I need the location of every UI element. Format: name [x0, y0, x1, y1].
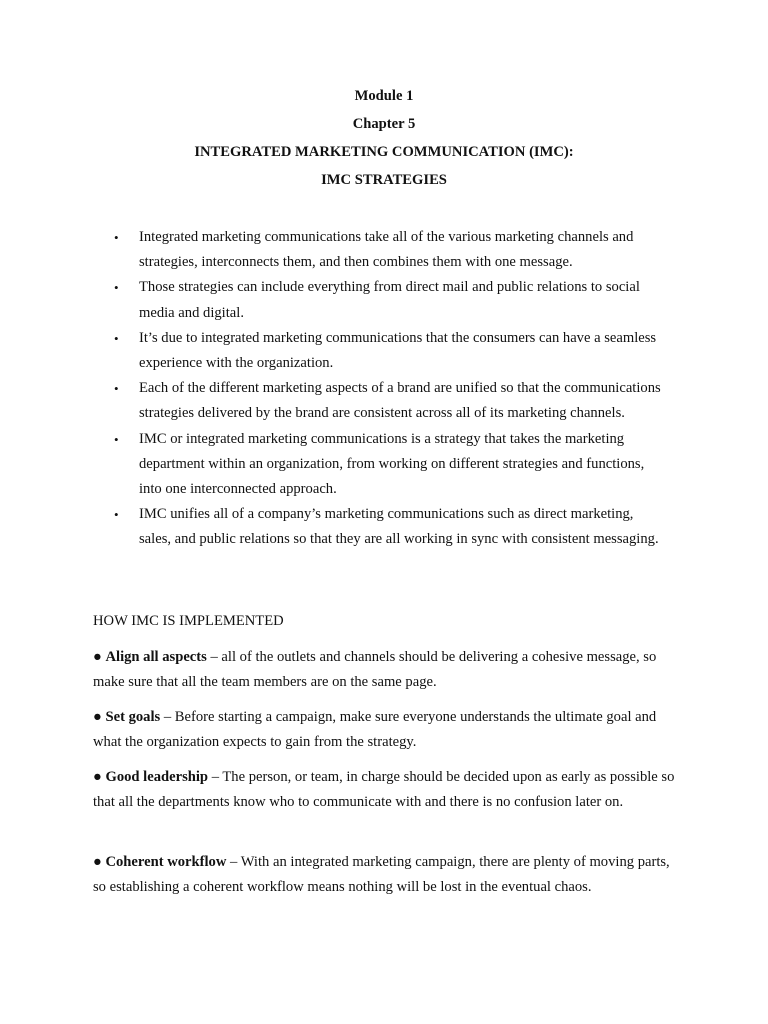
paragraph-text: – all of the outlets and channels should be delivering a cohesive message, so make sure that all the team members are on the same page. [93, 649, 657, 691]
implementation-paragraph [93, 850, 679, 900]
paragraph-term: Coherent workflow [105, 854, 227, 870]
paragraph-term: Set goals [105, 709, 161, 725]
bullet-text: It’s due to integrated marketing communications that the consumers can have a seamless experience with the organization. [139, 329, 657, 372]
bullet-text: IMC unifies all of a company’s marketing communications such as direct marketing, sales, and public relations so that they are all working in sync with consistent messaging. [139, 506, 659, 548]
section-heading: HOW IMC IS IMPLEMENTED [93, 613, 284, 629]
paragraph-term: Good leadership [105, 769, 209, 785]
implementation-paragraph [93, 765, 679, 815]
bullet-icon: • [114, 230, 119, 245]
paragraph-bullet: ● [93, 709, 106, 725]
bullet-item [0, 275, 669, 325]
bullet-icon: • [114, 280, 119, 296]
bullet-item [0, 225, 669, 275]
bullet-icon: • [114, 431, 119, 447]
paragraph-bullet: ● [93, 649, 106, 665]
document-title: INTEGRATED MARKETING COMMUNICATION (IMC): [194, 144, 574, 160]
paragraph-text: – With an integrated marketing campaign, there are plenty of moving parts, so establishing a coherent workflow means nothing will be lost in the eventual chaos. [93, 854, 670, 896]
chapter-heading: Chapter 5 [352, 116, 416, 132]
bullet-text: Integrated marketing communications take all of the various marketing channels and strategies, interconnects them, and then combines them with one message. [139, 229, 634, 271]
bullet-item [0, 376, 669, 426]
bullet-item [0, 502, 669, 552]
implementation-paragraph [93, 645, 679, 695]
bullet-icon: • [114, 381, 119, 397]
bullet-text: IMC or integrated marketing communications is a strategy that takes the marketing department within an organization, from working on different strategies and functions, into one interconnected approach. [139, 430, 645, 498]
bullet-text: Each of the different marketing aspects of a brand are unified so that the communications strategies delivered by the brand are consistent across all of its marketing channels. [139, 380, 661, 422]
paragraph-bullet: ● [93, 769, 106, 785]
bullet-list [0, 225, 768, 553]
document-subtitle: IMC STRATEGIES [321, 172, 447, 188]
paragraph-term: Align all aspects [105, 649, 207, 665]
bullet-text: Those strategies can include everything from direct mail and public relations to social media and digital. [139, 279, 640, 321]
bullet-icon: • [114, 330, 119, 346]
paragraph-bullet: ● [93, 854, 106, 870]
bullet-item [0, 427, 669, 503]
paragraph-text: – Before starting a campaign, make sure everyone understands the ultimate goal and what the organization expects to gain from the strategy. [93, 709, 657, 751]
bullet-icon: • [114, 507, 119, 523]
bullet-item [0, 326, 669, 376]
paragraph-text: – The person, or team, in charge should be decided upon as early as possible so that all the departments know who to communicate with and there is no confusion later on. [93, 769, 675, 811]
module-heading: Module 1 [354, 88, 414, 104]
implementation-paragraph [93, 705, 679, 755]
